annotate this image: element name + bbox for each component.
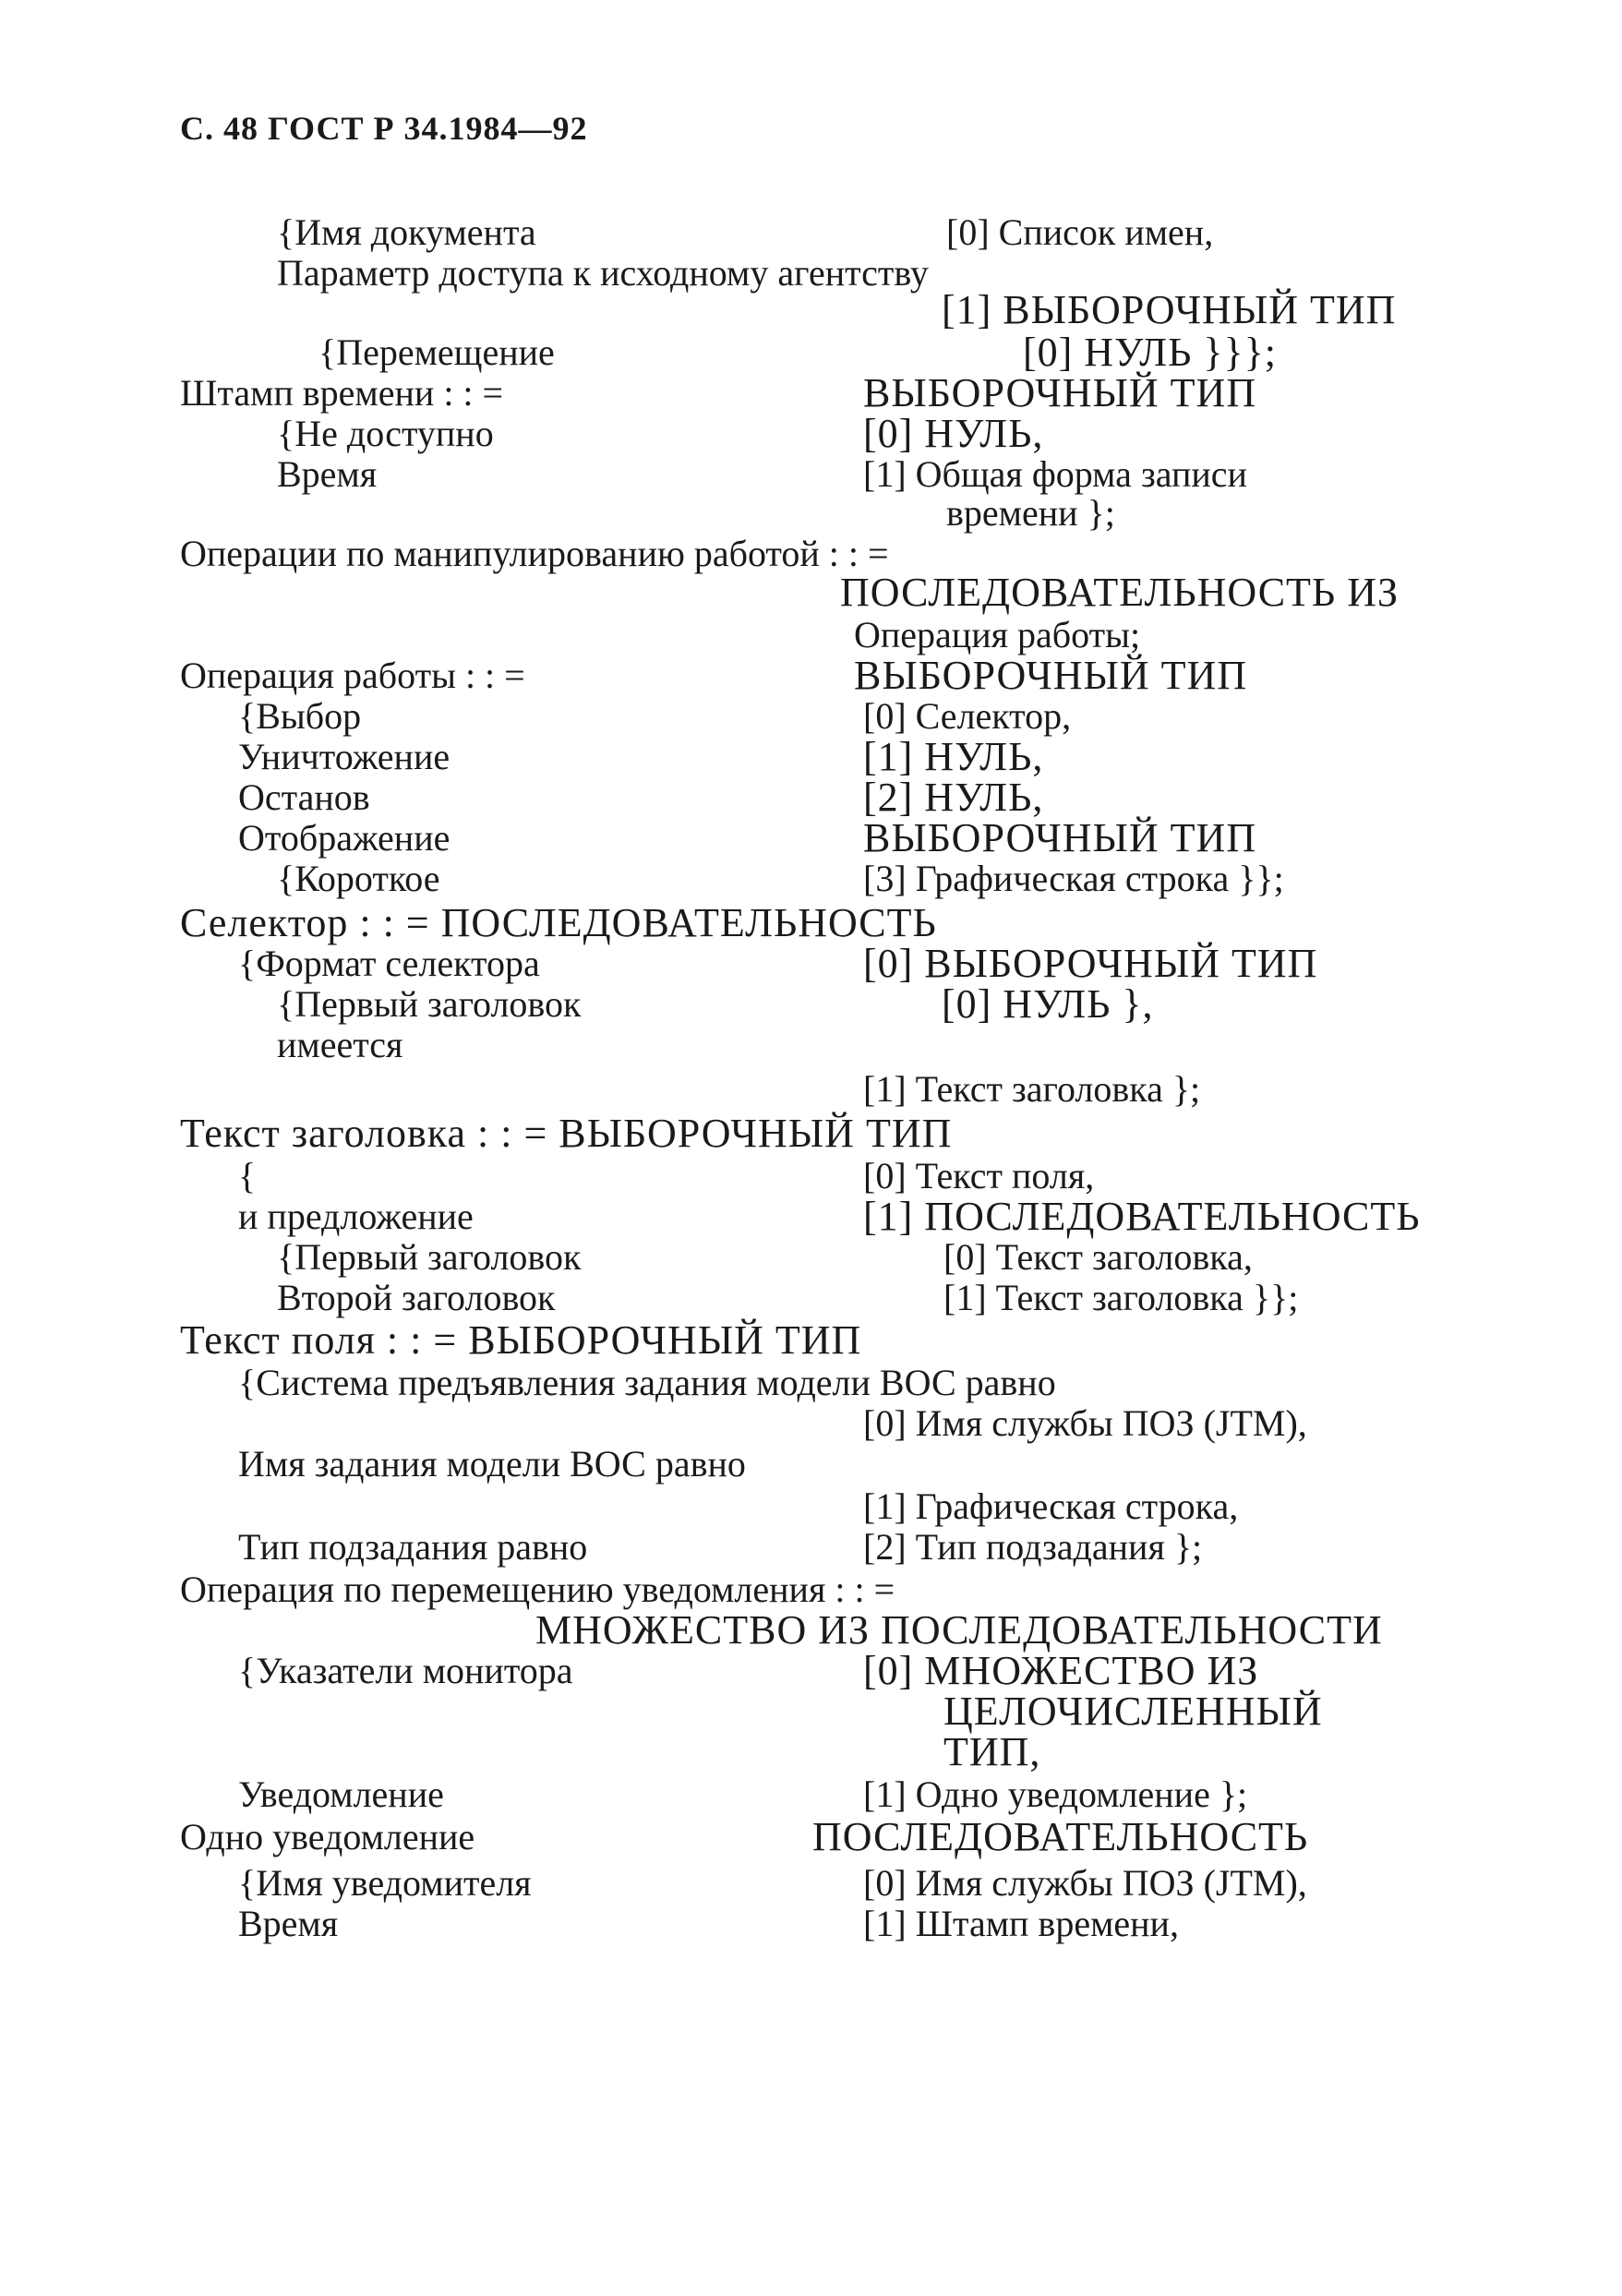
line-text: Время bbox=[277, 453, 378, 495]
text-line bbox=[0, 735, 1622, 779]
line-text: Имя задания модели ВОС равно bbox=[238, 1443, 746, 1485]
text-line bbox=[0, 775, 1622, 820]
line-text: ПОСЛЕДОВАТЕЛЬНОСТЬ ИЗ bbox=[840, 570, 1400, 615]
line-text: Параметр доступа к исходному агентству bbox=[277, 252, 929, 294]
line-text: {Формат селектора bbox=[238, 943, 540, 984]
line-text: ТИП, bbox=[943, 1729, 1041, 1774]
text-line bbox=[0, 942, 1622, 986]
text-line bbox=[0, 1773, 1622, 1817]
line-text: Операция по перемещению уведомления : : = bbox=[180, 1569, 895, 1610]
line-text-right: [0] Текст поля, bbox=[863, 1155, 1095, 1196]
text-line bbox=[0, 1276, 1622, 1320]
text-line bbox=[0, 694, 1622, 739]
text-line bbox=[0, 1023, 1622, 1067]
line-text: Уведомление bbox=[238, 1773, 444, 1815]
line-text: {Короткое bbox=[277, 858, 440, 899]
line-text: [0] Имя службы ПОЗ (JTM), bbox=[863, 1402, 1307, 1444]
line-text-right: ВЫБОРОЧНЫЙ ТИП bbox=[854, 653, 1248, 698]
text-line bbox=[0, 1815, 1622, 1859]
line-text: Текст поля : : = ВЫБОРОЧНЫЙ ТИП bbox=[180, 1317, 862, 1363]
line-text-right: [0] НУЛЬ, bbox=[863, 411, 1044, 456]
line-text: {Система предъявления задания модели ВОС равно bbox=[238, 1362, 1056, 1403]
line-text-right: [1] Одно уведомление }; bbox=[863, 1773, 1248, 1815]
text-line bbox=[0, 1608, 1622, 1653]
line-text-right: [1] Общая форма записи bbox=[863, 453, 1247, 495]
line-text: {Выбор bbox=[238, 695, 362, 737]
line-text: Останов bbox=[238, 776, 370, 818]
line-text: [1] Текст заголовка }; bbox=[863, 1068, 1201, 1110]
line-text: МНОЖЕСТВО ИЗ ПОСЛЕДОВАТЕЛЬНОСТИ bbox=[535, 1607, 1383, 1653]
line-text-right: [1] Текст заголовка }}; bbox=[943, 1277, 1299, 1318]
line-text: Операция работы; bbox=[854, 614, 1141, 655]
text-line bbox=[0, 1112, 1622, 1156]
line-text-right: [0] Текст заголовка, bbox=[943, 1236, 1253, 1278]
page-header: С. 48 ГОСТ Р 34.1984—92 bbox=[180, 110, 588, 147]
text-line bbox=[0, 1067, 1622, 1112]
line-text: [1] Графическая строка, bbox=[863, 1485, 1239, 1527]
text-line bbox=[0, 654, 1622, 698]
text-line bbox=[0, 1195, 1622, 1239]
line-text: Второй заголовок bbox=[277, 1277, 556, 1318]
text-line bbox=[0, 1525, 1622, 1569]
text-line bbox=[0, 982, 1622, 1027]
text-line bbox=[0, 1649, 1622, 1693]
text-line bbox=[0, 613, 1622, 657]
line-text-right: [3] Графическая строка }}; bbox=[863, 858, 1284, 899]
line-text: {Имя документа bbox=[277, 211, 536, 253]
text-line bbox=[0, 1902, 1622, 1946]
line-text: Уничтожение bbox=[238, 736, 451, 777]
text-line bbox=[0, 571, 1622, 615]
text-line bbox=[0, 331, 1622, 375]
text-line bbox=[0, 1442, 1622, 1486]
line-text: {Указатели монитора bbox=[238, 1650, 573, 1691]
line-text-right: [0] НУЛЬ }, bbox=[942, 981, 1154, 1027]
line-text: Штамп времени : : = bbox=[180, 372, 504, 414]
text-line bbox=[0, 857, 1622, 901]
line-text: Отображение bbox=[238, 817, 451, 859]
line-text-right: [1] ПОСЛЕДОВАТЕЛЬНОСТЬ bbox=[863, 1194, 1421, 1239]
line-text-right: ВЫБОРОЧНЫЙ ТИП bbox=[863, 370, 1257, 415]
line-text-right: [1] НУЛЬ, bbox=[863, 734, 1044, 779]
line-text: Тип подзадания равно bbox=[238, 1526, 588, 1568]
line-text: Текст заголовка : : = ВЫБОРОЧНЫЙ ТИП bbox=[180, 1111, 953, 1156]
line-text: времени }; bbox=[946, 492, 1115, 534]
text-line bbox=[0, 1235, 1622, 1280]
text-line bbox=[0, 1485, 1622, 1529]
line-text-right: ПОСЛЕДОВАТЕЛЬНОСТЬ bbox=[812, 1814, 1309, 1859]
line-text-right: [0] Селектор, bbox=[863, 695, 1072, 737]
text-line bbox=[0, 1154, 1622, 1198]
line-text-right: ВЫБОРОЧНЫЙ ТИП bbox=[863, 815, 1257, 860]
line-text: Операция работы : : = bbox=[180, 655, 525, 696]
line-text: Селектор : : = ПОСЛЕДОВАТЕЛЬНОСТЬ bbox=[180, 900, 937, 945]
line-text: { bbox=[238, 1155, 257, 1196]
text-line bbox=[0, 1401, 1622, 1446]
text-line bbox=[0, 1361, 1622, 1405]
line-text-right: [0] МНОЖЕСТВО ИЗ bbox=[863, 1648, 1259, 1693]
line-text-right: [1] Штамп времени, bbox=[863, 1903, 1179, 1944]
text-line bbox=[0, 371, 1622, 415]
line-text-right: [0] Список имен, bbox=[946, 211, 1214, 253]
text-line bbox=[0, 452, 1622, 497]
line-text: Операции по манипулированию работой : : = bbox=[180, 533, 889, 574]
line-text: имеется bbox=[277, 1024, 403, 1065]
line-text: {Имя уведомителя bbox=[238, 1862, 532, 1904]
text-line bbox=[0, 288, 1622, 332]
line-text-right: [2] НУЛЬ, bbox=[863, 775, 1044, 820]
line-text: Время bbox=[238, 1903, 339, 1944]
text-line bbox=[0, 412, 1622, 456]
line-text-right: [0] ВЫБОРОЧНЫЙ ТИП bbox=[863, 941, 1318, 986]
line-text: {Первый заголовок bbox=[277, 983, 582, 1025]
text-line bbox=[0, 901, 1622, 945]
line-text-right: [0] НУЛЬ }}}; bbox=[1023, 330, 1277, 375]
text-line bbox=[0, 1568, 1622, 1612]
line-text-right: [0] Имя службы ПОЗ (JTM), bbox=[863, 1862, 1307, 1904]
text-line bbox=[0, 1861, 1622, 1905]
line-text: {Не доступно bbox=[277, 413, 494, 454]
line-text: [1] ВЫБОРОЧНЫЙ ТИП bbox=[942, 287, 1397, 332]
line-text: ЦЕЛОЧИСЛЕННЫЙ bbox=[943, 1689, 1323, 1734]
text-line bbox=[0, 1730, 1622, 1774]
text-line bbox=[0, 1689, 1622, 1734]
line-text: Одно уведомление bbox=[180, 1816, 475, 1857]
line-text: {Перемещение bbox=[318, 331, 555, 373]
text-line bbox=[0, 210, 1622, 255]
line-text-right: [2] Тип подзадания }; bbox=[863, 1526, 1203, 1568]
text-line bbox=[0, 491, 1622, 535]
line-text: {Первый заголовок bbox=[277, 1236, 582, 1278]
text-line bbox=[0, 816, 1622, 860]
line-text: и предложение bbox=[238, 1196, 474, 1237]
text-line bbox=[0, 1318, 1622, 1363]
